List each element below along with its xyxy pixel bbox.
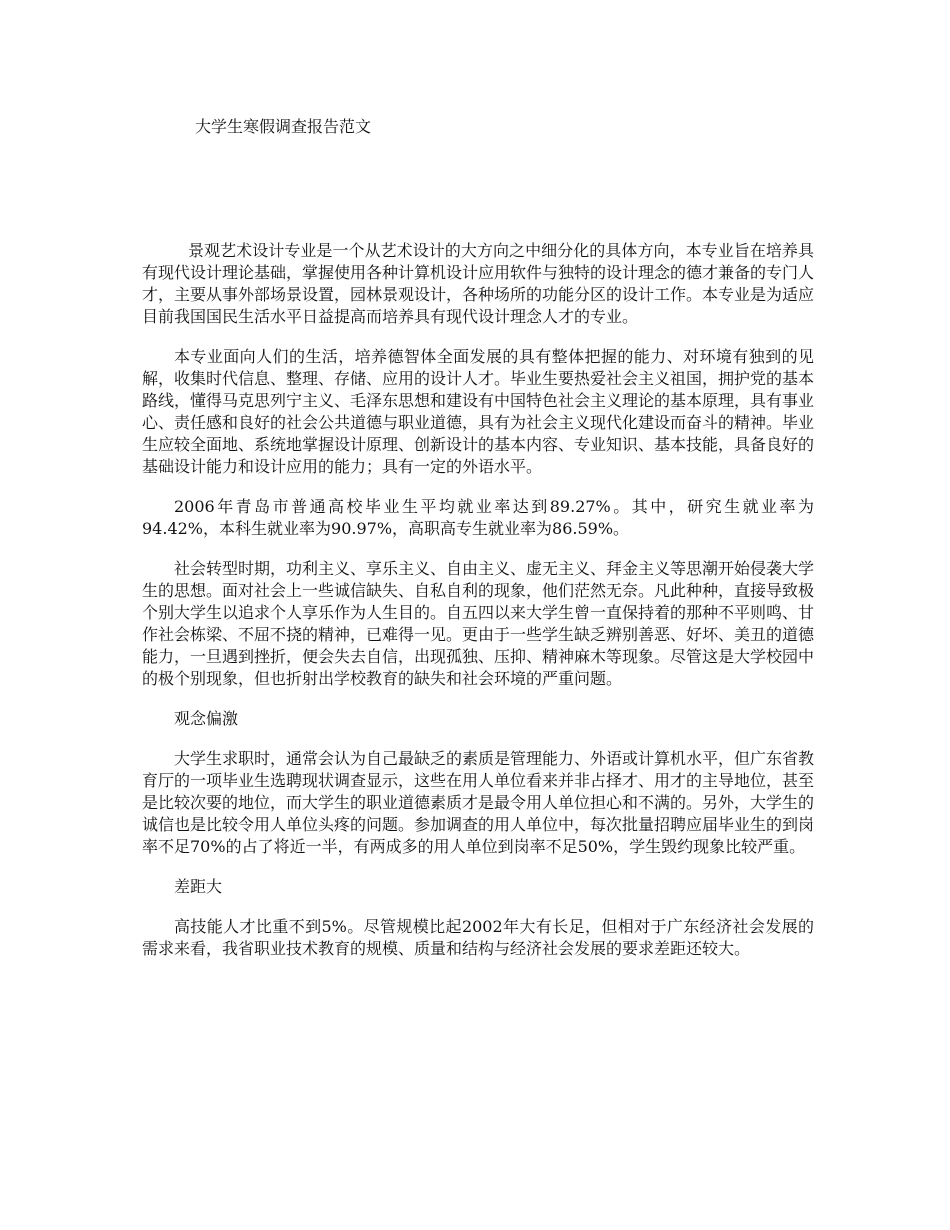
document-body — [142, 240, 814, 978]
section-heading-2: 差距大 — [174, 877, 223, 896]
paragraph-3: 2006年青岛市普通高校毕业生平均就业率达到89.27%。其中，研究生就业率为94.42%，本科生就业率为90.97%，高职高专生就业率为86.59%。 — [142, 497, 814, 538]
section-heading-1: 观念偏激 — [174, 709, 239, 728]
paragraph-1: 景观艺术设计专业是一个从艺术设计的大方向之中细分化的具体方向，本专业旨在培养具有现代设计理论基础，掌握使用各种计算机设计应用软件与独特的设计理念的德才兼备的专门人才，主要从事外部场景设置，园林景观设计，各种场所的功能分区的设计工作。本专业是为适应目前我国国民生活水平日益提高而培养具有现代设计理念人才的专业。 — [142, 241, 815, 326]
paragraph-5: 大学生求职时，通常会认为自己最缺乏的素质是管理能力、外语或计算机水平，但广东省教育厅的一项毕业生选聘现状调查显示，这些在用人单位看来并非占择才、用才的主导地位，甚至是比较次要的地位，而大学生的职业道德素质才是最令用人单位担心和不满的。另外，大学生的诚信也是比较令用人单位头疼的问题。参加调查的用人单位中，每次批量招聘应届毕业生的到岗率不足70%的占了将近一半，有两成多的用人单位到岗率不足50%，学生毁约现象比较严重。 — [142, 749, 815, 856]
paragraph-4: 社会转型时期，功利主义、享乐主义、自由主义、虚无主义、拜金主义等思潮开始侵袭大学生的思想。面对社会上一些诚信缺失、自私自利的现象，他们茫然无奈。凡此种种，直接导致极个别大学生以追求个人享乐作为人生目的。自五四以来大学生曾一直保持着的那种不平则鸣、甘作社会栋梁、不屈不挠的精神，已难得一见。更由于一些学生缺乏辨别善恶、好坏、美丑的道德能力，一旦遇到挫折，便会失去自信，出现孤独、压抑、精神麻木等现象。尽管这是大学校园中的极个别现象，但也折射出学校教育的缺失和社会环境的严重问题。 — [142, 559, 815, 688]
paragraph-2: 本专业面向人们的生活，培养德智体全面发展的具有整体把握的能力、对环境有独到的见解，收集时代信息、整理、存储、应用的设计人才。毕业生要热爱社会主义祖国，拥护党的基本路线，懂得马克思列宁主义、毛泽东思想和建设有中国特色社会主义理论的基本原理，具有事业心、责任感和良好的社会公共道德与职业道德，具有为社会主义现代化建设而奋斗的精神。毕业生应较全面地、系统地掌握设计原理、创新设计的基本内容、专业知识、基本技能，具备良好的基础设计能力和设计应用的能力；具有一定的外语水平。 — [142, 347, 815, 476]
document-title: 大学生寒假调查报告范文 — [195, 117, 372, 136]
paragraph-6: 高技能人才比重不到5%。尽管规模比起2002年大有长足，但相对于广东经济社会发展的需求来看，我省职业技术教育的规模、质量和结构与经济社会发展的要求差距还较大。 — [142, 917, 814, 958]
